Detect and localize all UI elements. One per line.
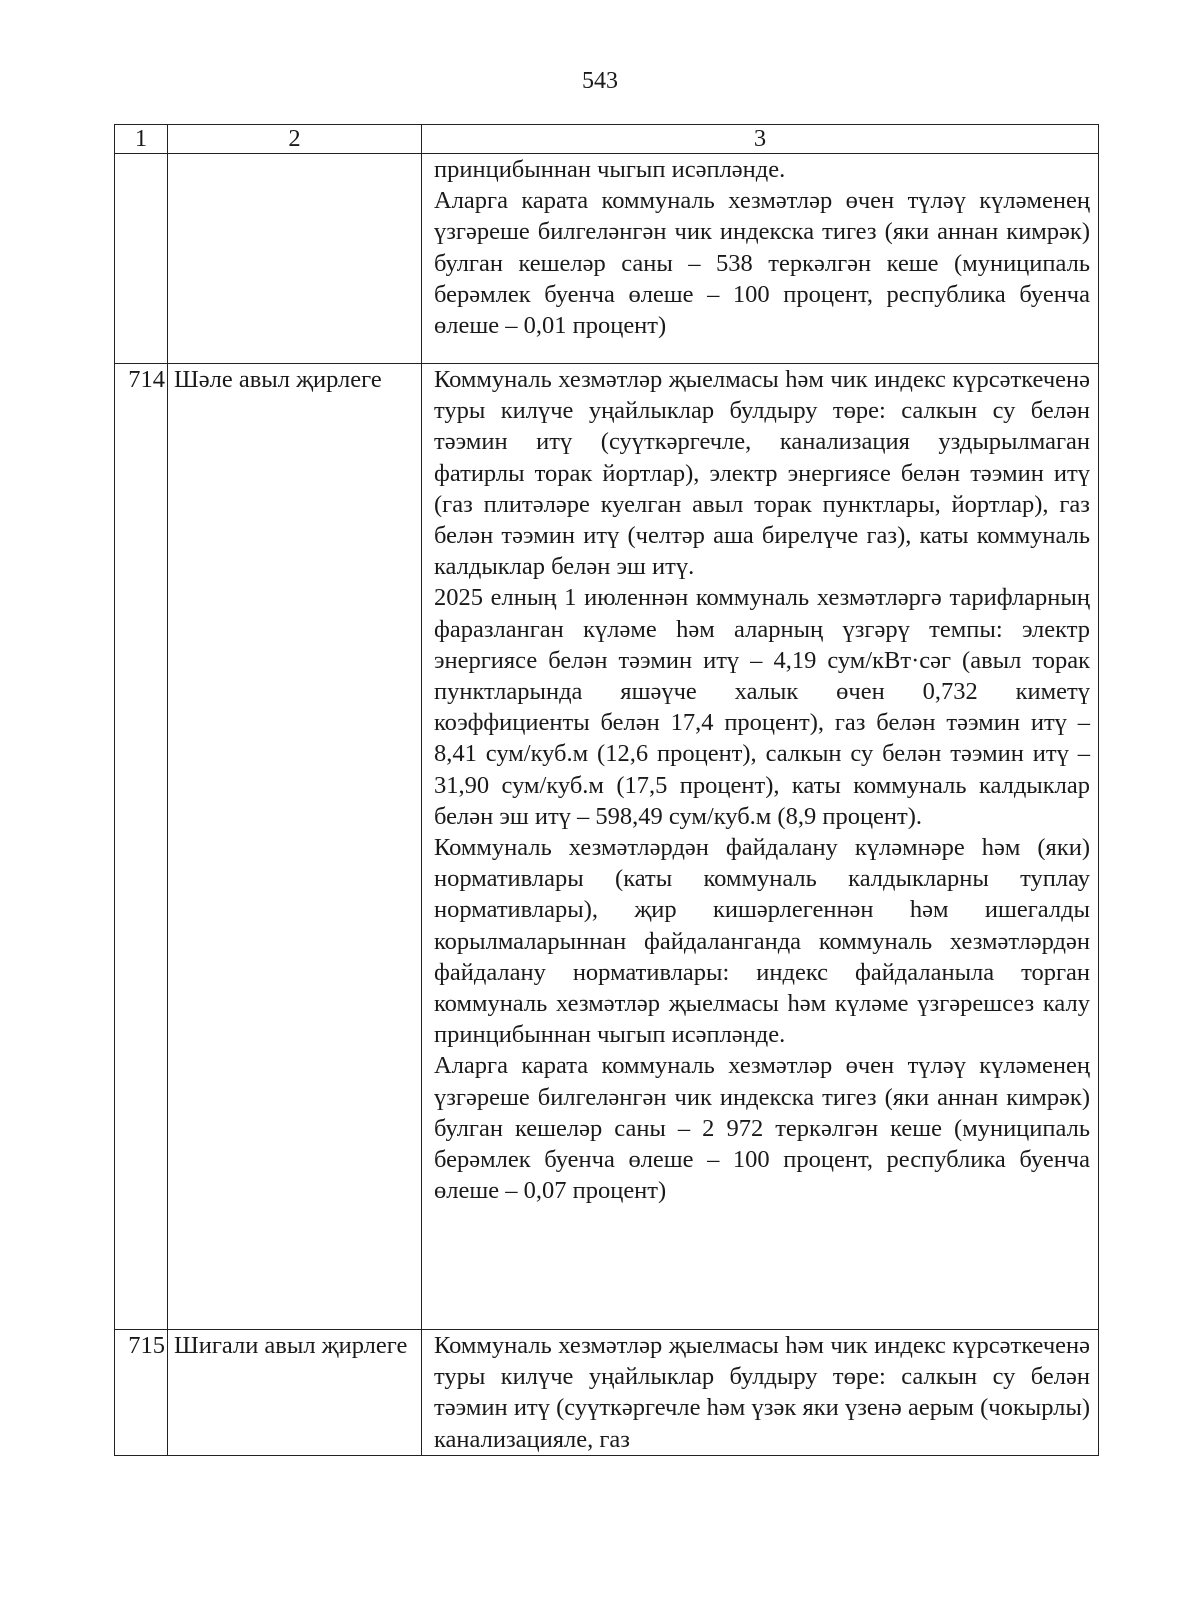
row-description <box>422 1330 1099 1456</box>
header-col-1: 1 <box>115 125 168 154</box>
row-number: 715 <box>115 1330 168 1456</box>
settlement-name <box>168 154 422 364</box>
paragraph: Коммуналь хезмәтләрдән файдалану күләмнәре һәм (яки) нормативлары (каты коммуналь калдыкларны туплау нормативлары), җир кишәрлегеннән һәм ишегалды корылмаларыннан файдаланганда коммуналь хезмәтләрдән файдалану нормативлары: индекс файдаланыла торган коммуналь хезмәтләр җыелмасы һәм күләме үзгәрешсез калу принцибыннан чыгып исәпләнде. <box>434 834 1090 1049</box>
table-row <box>115 364 1099 1330</box>
paragraph: Аларга карата коммуналь хезмәтләр өчен түләү күләменең үзгәреше билгеләнгән чик индекска тигез (яки аннан кимрәк) булган кешеләр саны – 2 972 теркәлгән кеше (муниципаль берәмлек буенча өлеше – 100 процент, республика буенча өлеше – 0,07 процент) <box>434 1052 1090 1205</box>
row-description <box>422 364 1099 1330</box>
paragraph: Коммуналь хезмәтләр җыелмасы һәм чик индекс күрсәткеченә туры килүче уңайлыклар булдыру төре: салкын су белән тәэмин итү (суүткәргечле һәм үзәк яки үзенә аерым (чокырлы) канализацияле, газ <box>434 1332 1090 1453</box>
header-col-2: 2 <box>168 125 422 154</box>
document-table <box>114 124 1099 1456</box>
paragraph: 2025 елның 1 июленнән коммуналь хезмәтләргә тарифларның фаразланган күләме һәм аларның үзгәрү темпы: электр энергиясе белән тәэмин итү – 4,19 сум/кВт·сәг (авыл торак пунктларында яшәүче халык өчен 0,732 киметү коэффициенты белән 17,4 процент), газ белән тәэмин итү – 8,41 сум/куб.м (12,6 процент), салкын су белән тәэмин итү – 31,90 сум/куб.м (17,5 процент), каты коммуналь калдыклар белән эш итү – 598,49 сум/куб.м (8,9 процент). <box>434 584 1090 830</box>
paragraph: Аларга карата коммуналь хезмәтләр өчен түләү күләменең үзгәреше билгеләнгән чик индекска тигез (яки аннан кимрәк) булган кешеләр саны – 538 теркәлгән кеше (муниципаль берәмлек буенча өлеше – 100 процент, республика буенча өлеше – 0,01 процент) <box>434 187 1090 340</box>
table-row <box>115 154 1099 364</box>
table-header-row <box>115 125 1099 154</box>
header-col-3: 3 <box>422 125 1099 154</box>
table-row <box>115 1330 1099 1456</box>
paragraph: Коммуналь хезмәтләр җыелмасы һәм чик индекс күрсәткеченә туры килүче уңайлыклар булдыру төре: салкын су белән тәэмин итү (суүткәргечле, канализация уздырылмаган фатирлы торак йортлар), электр энергиясе белән тәэмин итү (газ плитәләре куелган авыл торак пунктлары, йортлар), газ белән тәэмин итү (челтәр аша бирелүче газ), каты коммуналь калдыклар белән эш итү. <box>434 366 1090 581</box>
settlement-name: Шигали авыл җирлеге <box>168 1330 422 1456</box>
page-number: 543 <box>582 68 618 94</box>
row-number: 714 <box>115 364 168 1330</box>
settlement-name: Шәле авыл җирлеге <box>168 364 422 1330</box>
paragraph: принцибыннан чыгып исәпләнде. <box>434 156 786 183</box>
row-description <box>422 154 1099 364</box>
row-number <box>115 154 168 364</box>
